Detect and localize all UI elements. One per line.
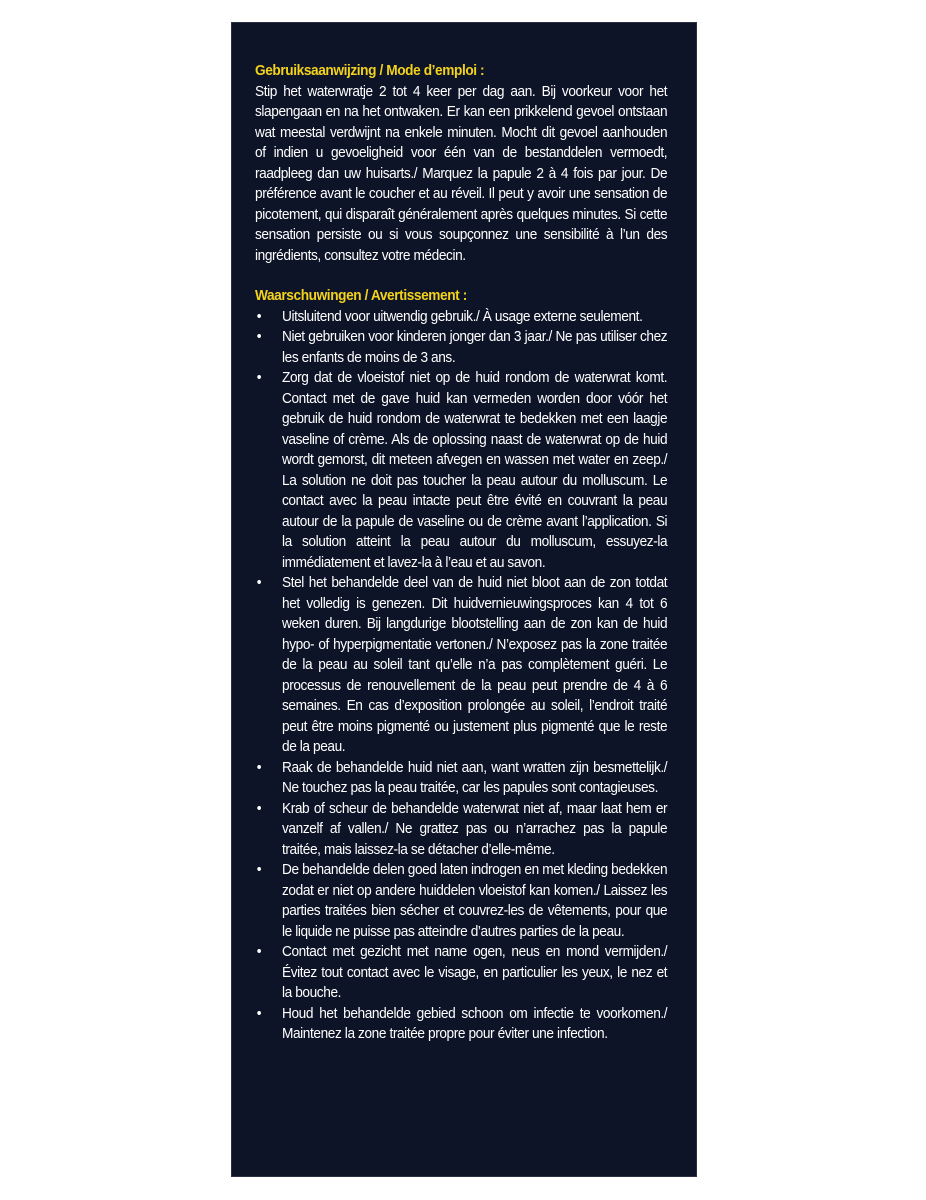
warnings-heading: Waarschuwingen / Avertissement : — [255, 287, 467, 304]
warning-text: Zorg dat de vloeistof niet op de huid rondom de waterwrat komt. Contact met de gave huid kan vermeden worden door vóór het gebruik de huid rondom de waterwrat te bedekken met een laagje vaseline of crème. Als de oplossing naast de waterwrat op de huid wordt gemorst, dit meteen afvegen en wassen met water en zeep./ La solution ne doit pas toucher la peau autour du molluscum. Le contact avec la peau intacte peut être évité en couvrant la peau autour de la papule de vaseline ou de crème avant l’application. Si la solution atteint la peau autour du molluscum, essuyez-la immédiatement et lavez-la à l’eau et au savon. — [282, 369, 668, 571]
warning-item — [255, 573, 667, 758]
warning-text: Uitsluitend voor uitwendig gebruik./ À usage externe seulement. — [282, 307, 643, 325]
bullet-icon: • — [256, 758, 262, 776]
bullet-icon: • — [256, 369, 262, 386]
warning-text: Houd het behandelde gebied schoon om infectie te voorkomen./ Maintenez la zone traitée propre pour éviter une infection. — [282, 1004, 668, 1042]
bullet-icon: • — [256, 1004, 262, 1022]
warning-item — [255, 1004, 667, 1045]
warning-item — [255, 942, 667, 1004]
bullet-icon: • — [256, 799, 262, 817]
usage-text: Stip het waterwratje 2 tot 4 keer per dag aan. Bij voorkeur voor het slapengaan en na het ontwaken. Er kan een prikkelend gevoel ontstaan wat meestal verdwijnt na enkele minuten. Mocht dit gevoel aanhouden of indien u gevoeligheid voor één van de bestanddelen vermoedt, raadpleeg dan uw huisarts./ Marquez la papule 2 à 4 fois par jour. De préférence avant le coucher et au réveil. Il peut y avoir une sensation de picotement, qui disparaît généralement après quelques minutes. Si cette sensation persiste ou si vous soupçonnez une sensibilité à l’un des ingrédients, consultez votre médecin. — [255, 82, 668, 264]
bullet-icon: • — [256, 307, 262, 325]
warning-item — [255, 860, 667, 942]
instructions-panel — [231, 22, 697, 1177]
section-spacer — [255, 266, 667, 286]
warning-text: De behandelde delen goed laten indrogen en met kleding bedekken zodat er niet op andere huiddelen vloeistof kan komen./ Laissez les parties traitées bien sécher et couvrez-les de vêtements, pour que le liquide ne puisse pas atteindre d’autres parties de la peau. — [282, 861, 668, 940]
warnings-list — [255, 307, 667, 1045]
bullet-icon: • — [256, 861, 262, 878]
bullet-icon: • — [256, 328, 262, 345]
warning-text: Niet gebruiken voor kinderen jonger dan 3 jaar./ Ne pas utiliser chez les enfants de moins de 3 ans. — [282, 328, 668, 366]
warning-item — [255, 758, 667, 799]
panel-content — [255, 61, 667, 1045]
warning-text: Raak de behandelde huid niet aan, want wratten zijn besmettelijk./ Ne touchez pas la peau traitée, car les papules sont contagieuses. — [282, 758, 668, 796]
bullet-icon: • — [256, 943, 262, 960]
warning-item — [255, 307, 667, 328]
bullet-icon: • — [256, 574, 262, 591]
usage-heading: Gebruiksaanwijzing / Mode d’emploi : — [255, 62, 485, 79]
warning-item — [255, 799, 667, 861]
warning-text: Stel het behandelde deel van de huid niet bloot aan de zon totdat het volledig is genezen. Dit huidvernieuwingsproces kan 4 tot 6 weken duren. Bij langdurige blootstelling aan de zon kan de huid hypo- of hyperpigmentatie vertonen./ N’exposez pas la zone traitée de la peau au soleil tant qu’elle n’a pas complètement guéri. Le processus de renouvellement de la peau peut prendre de 4 à 6 semaines. En cas d’exposition prolongée au soleil, l’endroit traité peut être moins pigmenté ou justement plus pigmenté que le reste de la peau. — [282, 574, 668, 755]
warning-text: Krab of scheur de behandelde waterwrat niet af, maar laat hem er vanzelf af vallen./ Ne grattez pas ou n’arrachez pas la papule traitée, mais laissez-la se détacher d’elle-même. — [282, 799, 668, 858]
warning-text: Contact met gezicht met name ogen, neus en mond vermijden./ Évitez tout contact avec le visage, en particulier les yeux, le nez et la bouche. — [282, 943, 668, 1001]
warning-item — [255, 327, 667, 368]
warning-item — [255, 368, 667, 573]
